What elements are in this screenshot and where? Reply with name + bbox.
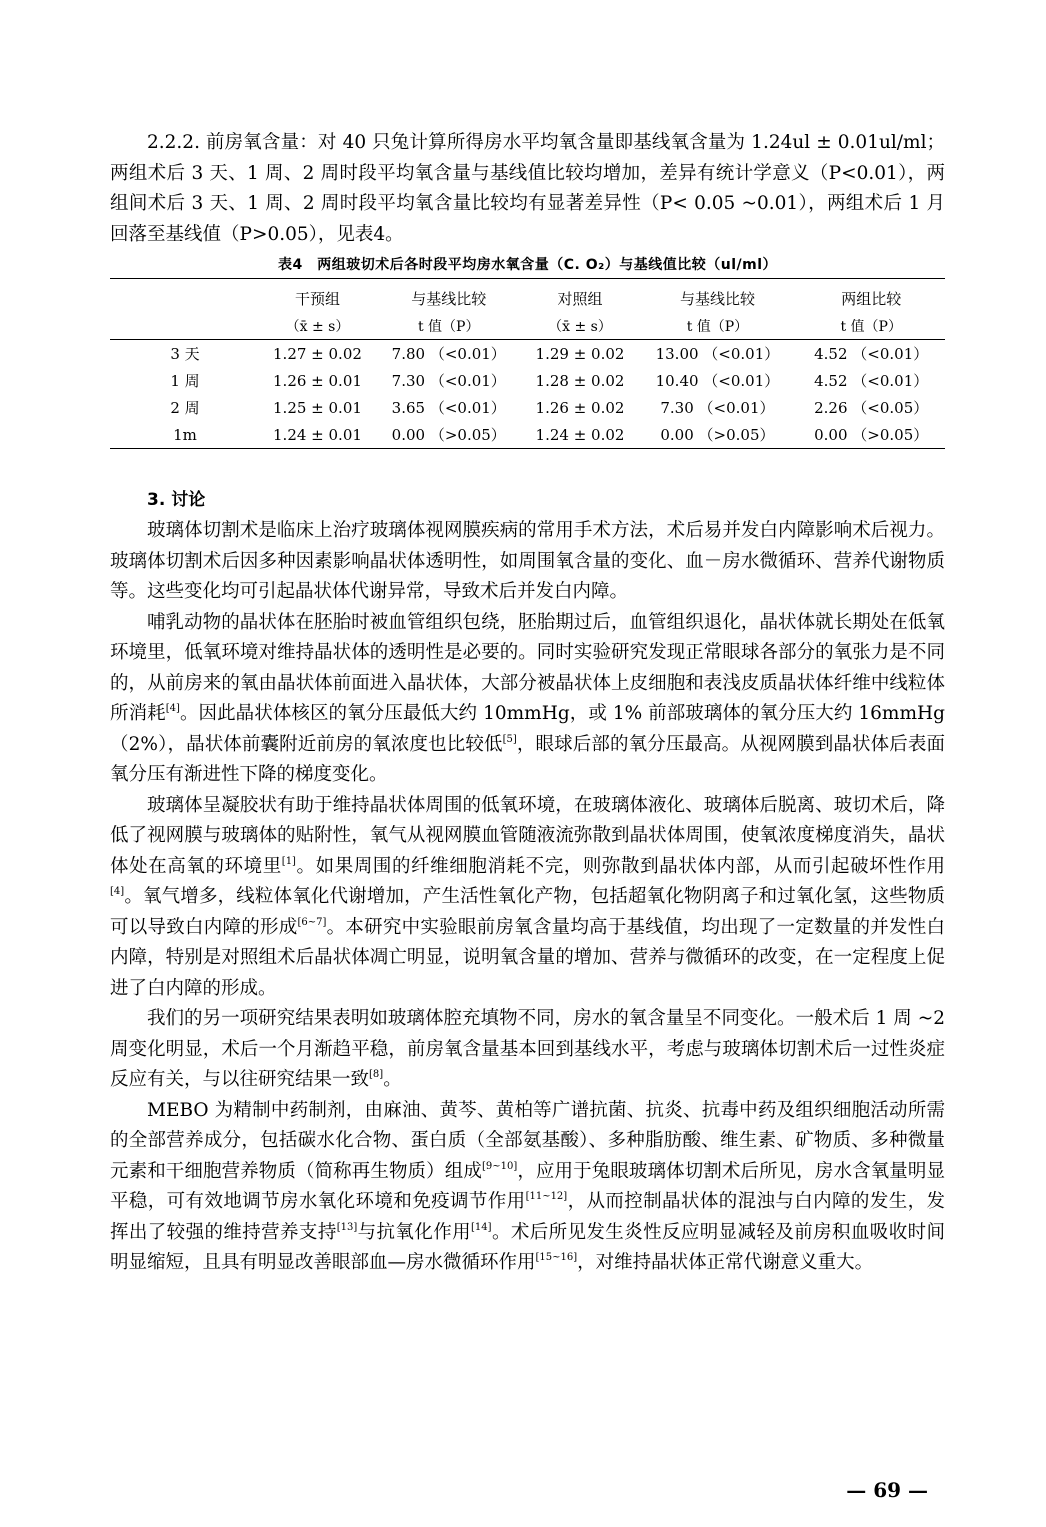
section-heading: 3. 讨论 [147, 490, 206, 510]
table-cell: 2.26 （<0.05） [814, 399, 929, 417]
citation: [4] [165, 703, 180, 714]
paragraph-text: 。 [383, 1069, 402, 1090]
paragraph-text: 我们的另一项研究结果表明如玻璃体腔充填物不同，房水的氧含量呈不同变化。一般术后 1 周 ~2 周变化明显，术后一个月渐趋平稳，前房氧含量基本回到基线水平，考虑与玻璃体切割术后一过性炎症反应有关，与以往研究结果一致 [110, 1008, 945, 1090]
table-cell: 10.40 （<0.01） [655, 372, 780, 390]
table-subheader-row [110, 312, 945, 340]
discussion-paragraph-2 [110, 608, 945, 791]
table-cell: 1.24 ± 0.02 [535, 425, 625, 444]
citation: [11~12] [525, 1191, 568, 1202]
table-header-cell: 与基线比较 [679, 290, 755, 308]
table-cell: 13.00 （<0.01） [655, 345, 780, 363]
paragraph-text: ，眼球后部的氧分压最高。从视网膜到晶状体后表面氧分压有渐进性下降的梯度变化。 [110, 733, 945, 785]
table-header-row [110, 279, 945, 313]
paragraph-text: 。本研究中实验眼前房氧含量均高于基线值，均出现了一定数量的并发性白内障，特别是对照组术后晶状体凋亡明显，说明氧含量的增加、营养与微循环的改变，在一定程度上促进了白内障的形成。 [110, 916, 945, 999]
table-subheader-cell: t 值（P） [797, 312, 945, 340]
table-cell: 4.52 （<0.01） [814, 372, 929, 390]
citation: [14] [471, 1221, 492, 1233]
paragraph-text: 。氧气增多，线粒体氧化代谢增加，产生活性氧化产物，包括超氧化物阴离子和过氧化氢，这些物质可以导致白内障的形成 [110, 886, 945, 938]
table-cell: 0.00 （>0.05） [660, 426, 775, 444]
table-cell: 1.24 ± 0.01 [273, 425, 362, 444]
table-cell: 7.30 （<0.01） [391, 372, 506, 390]
paragraph-text: ，从而控制晶状体的混浊与白内障的发生，发挥出了较强的维持营养支持 [110, 1191, 945, 1243]
discussion-paragraph-1: 玻璃体切割术是临床上治疗玻璃体视网膜疾病的常用手术方法，术后易并发白内障影响术后视力。玻璃体切割术后因多种因素影响晶状体透明性，如周围氧含量的变化、血－房水微循环、营养代谢物质等。这些变化均可引起晶状体代谢异常，导致术后并发白内障。 [110, 520, 945, 602]
discussion-paragraph-3 [110, 791, 945, 1005]
paragraph-text: 。如果周围的纤维细胞消耗不完，则弥散到晶状体内部，从而引起破坏性作用 [295, 855, 945, 877]
paragraph-text: 哺乳动物的晶状体在胚胎时被血管组织包绕，胚胎期过后，血管组织退化，晶状体就长期处在低氧环境里，低氧环境对维持晶状体的透明性是必要的。同时实验研究发现正常眼球各部分的氧张力是不同的，从前房来的氧由晶状体前面进入晶状体，大部分被晶状体上皮细胞和表浅皮质晶状体纤维中线粒体所消耗 [110, 611, 945, 724]
paragraph-text: MEBO 为精制中药制剂，由麻油、黄芩、黄柏等广谱抗菌、抗炎、抗毒中药及组织细胞活动所需的全部营养成分，包括碳水化合物、蛋白质（全部氨基酸）、多种脂肪酸、维生素、矿物质、多种微量元素和干细胞营养物质（简称再生物质）组成 [110, 1099, 945, 1182]
table-cell: 3 天 [170, 345, 200, 363]
paragraph-text: ，应用于兔眼玻璃体切割术后所见，房水含氧量明显平稳，可有效地调节房水氧化环境和免疫调节作用 [110, 1160, 945, 1212]
table-header-cell: 与基线比较 [411, 290, 487, 308]
table-header-cell: 干预组 [294, 290, 340, 308]
table-row [110, 367, 945, 394]
discussion-paragraph-5 [110, 1096, 945, 1279]
table-cell: 1.28 ± 0.02 [535, 371, 625, 390]
table-row [110, 340, 945, 368]
citation: [9~10] [481, 1160, 518, 1172]
paragraph-text: 玻璃体呈凝胶状有助于维持晶状体周围的低氧环境，在玻璃体液化、玻璃体后脱离、玻切术后，降低了视网膜与玻璃体的贴附性，氧气从视网膜血管随液流弥散到晶状体周围，使氧浓度梯度消失，晶状体处在高氧的环境里 [110, 794, 945, 877]
citation: [1] [281, 855, 296, 867]
citation: [4] [110, 886, 125, 897]
table-cell: 1m [173, 425, 197, 444]
table-header-cell: 两组比较 [841, 290, 902, 308]
paragraph-text: 与抗氧化作用 [357, 1221, 472, 1243]
table-caption: 表4 两组玻切术后各时段平均房水氧含量（C. O₂）与基线值比较（ul/ml） [277, 257, 777, 273]
table-subheader-cell: t 值（P） [375, 312, 523, 340]
table-subheader-cell: t 值（P） [637, 312, 797, 340]
table-cell: 1.29 ± 0.02 [535, 344, 625, 363]
table-4 [110, 278, 945, 449]
table-cell: 0.00 （>0.05） [391, 426, 506, 444]
citation: [6~7] [297, 916, 327, 928]
page-number: — 69 — [846, 1478, 928, 1502]
discussion-paragraph-4 [110, 1004, 945, 1096]
paragraph-text: ，对维持晶状体正常代谢意义重大。 [577, 1252, 874, 1273]
table-header-cell [110, 279, 260, 313]
table-cell: 3.65 （<0.01） [391, 399, 506, 417]
table-cell: 1 周 [170, 372, 200, 390]
table-cell: 0.00 （>0.05） [814, 426, 929, 444]
citation: [13] [336, 1221, 358, 1233]
table-cell: 4.52 （<0.01） [814, 345, 929, 363]
citation: [8] [369, 1069, 384, 1080]
table-cell: 1.26 ± 0.02 [535, 398, 625, 417]
table-subheader-cell: （x̄ ± s） [523, 312, 638, 340]
table-cell: 1.25 ± 0.01 [273, 398, 362, 417]
table-cell: 1.26 ± 0.01 [273, 371, 362, 390]
citation: [5] [502, 733, 517, 745]
table-cell: 1.27 ± 0.02 [273, 344, 362, 363]
table-subheader-cell [110, 312, 260, 340]
paragraph-text: 。因此晶状体核区的氧分压最低大约 10mmHg，或 1% 前部玻璃体的氧分压大约 16mmHg（2%），晶状体前囊附近前房的氧浓度也比较低 [110, 703, 945, 755]
table-header-cell: 对照组 [557, 290, 603, 308]
citation: [15~16] [535, 1252, 578, 1263]
table-cell: 7.30 （<0.01） [660, 399, 775, 417]
page-body [110, 128, 945, 1279]
paragraph-text: 。术后所见发生炎性反应明显减轻及前房积血吸收时间明显缩短，且具有明显改善眼部血—房水微循环作用 [110, 1221, 945, 1273]
table-cell: 7.80 （<0.01） [391, 345, 506, 363]
table-subheader-cell: （x̄ ± s） [260, 312, 375, 340]
table-cell: 2 周 [170, 399, 200, 417]
intro-paragraph: 2.2.2. 前房氧含量：对 40 只兔计算所得房水平均氧含量即基线氧含量为 1.24ul ± 0.01ul/ml；两组术后 3 天、1 周、2 周时段平均氧含量与基线值比较均增加，差异有统计学意义（P<0.01），两组间术后 3 天、1 周、2 周时段平均氧含量比较均有显著差异性（P< 0.05 ~0.01），两组术后 1 月回落至基线值（P>0.05），见表4。 [110, 132, 945, 245]
table-row [110, 421, 945, 449]
table-row [110, 394, 945, 421]
